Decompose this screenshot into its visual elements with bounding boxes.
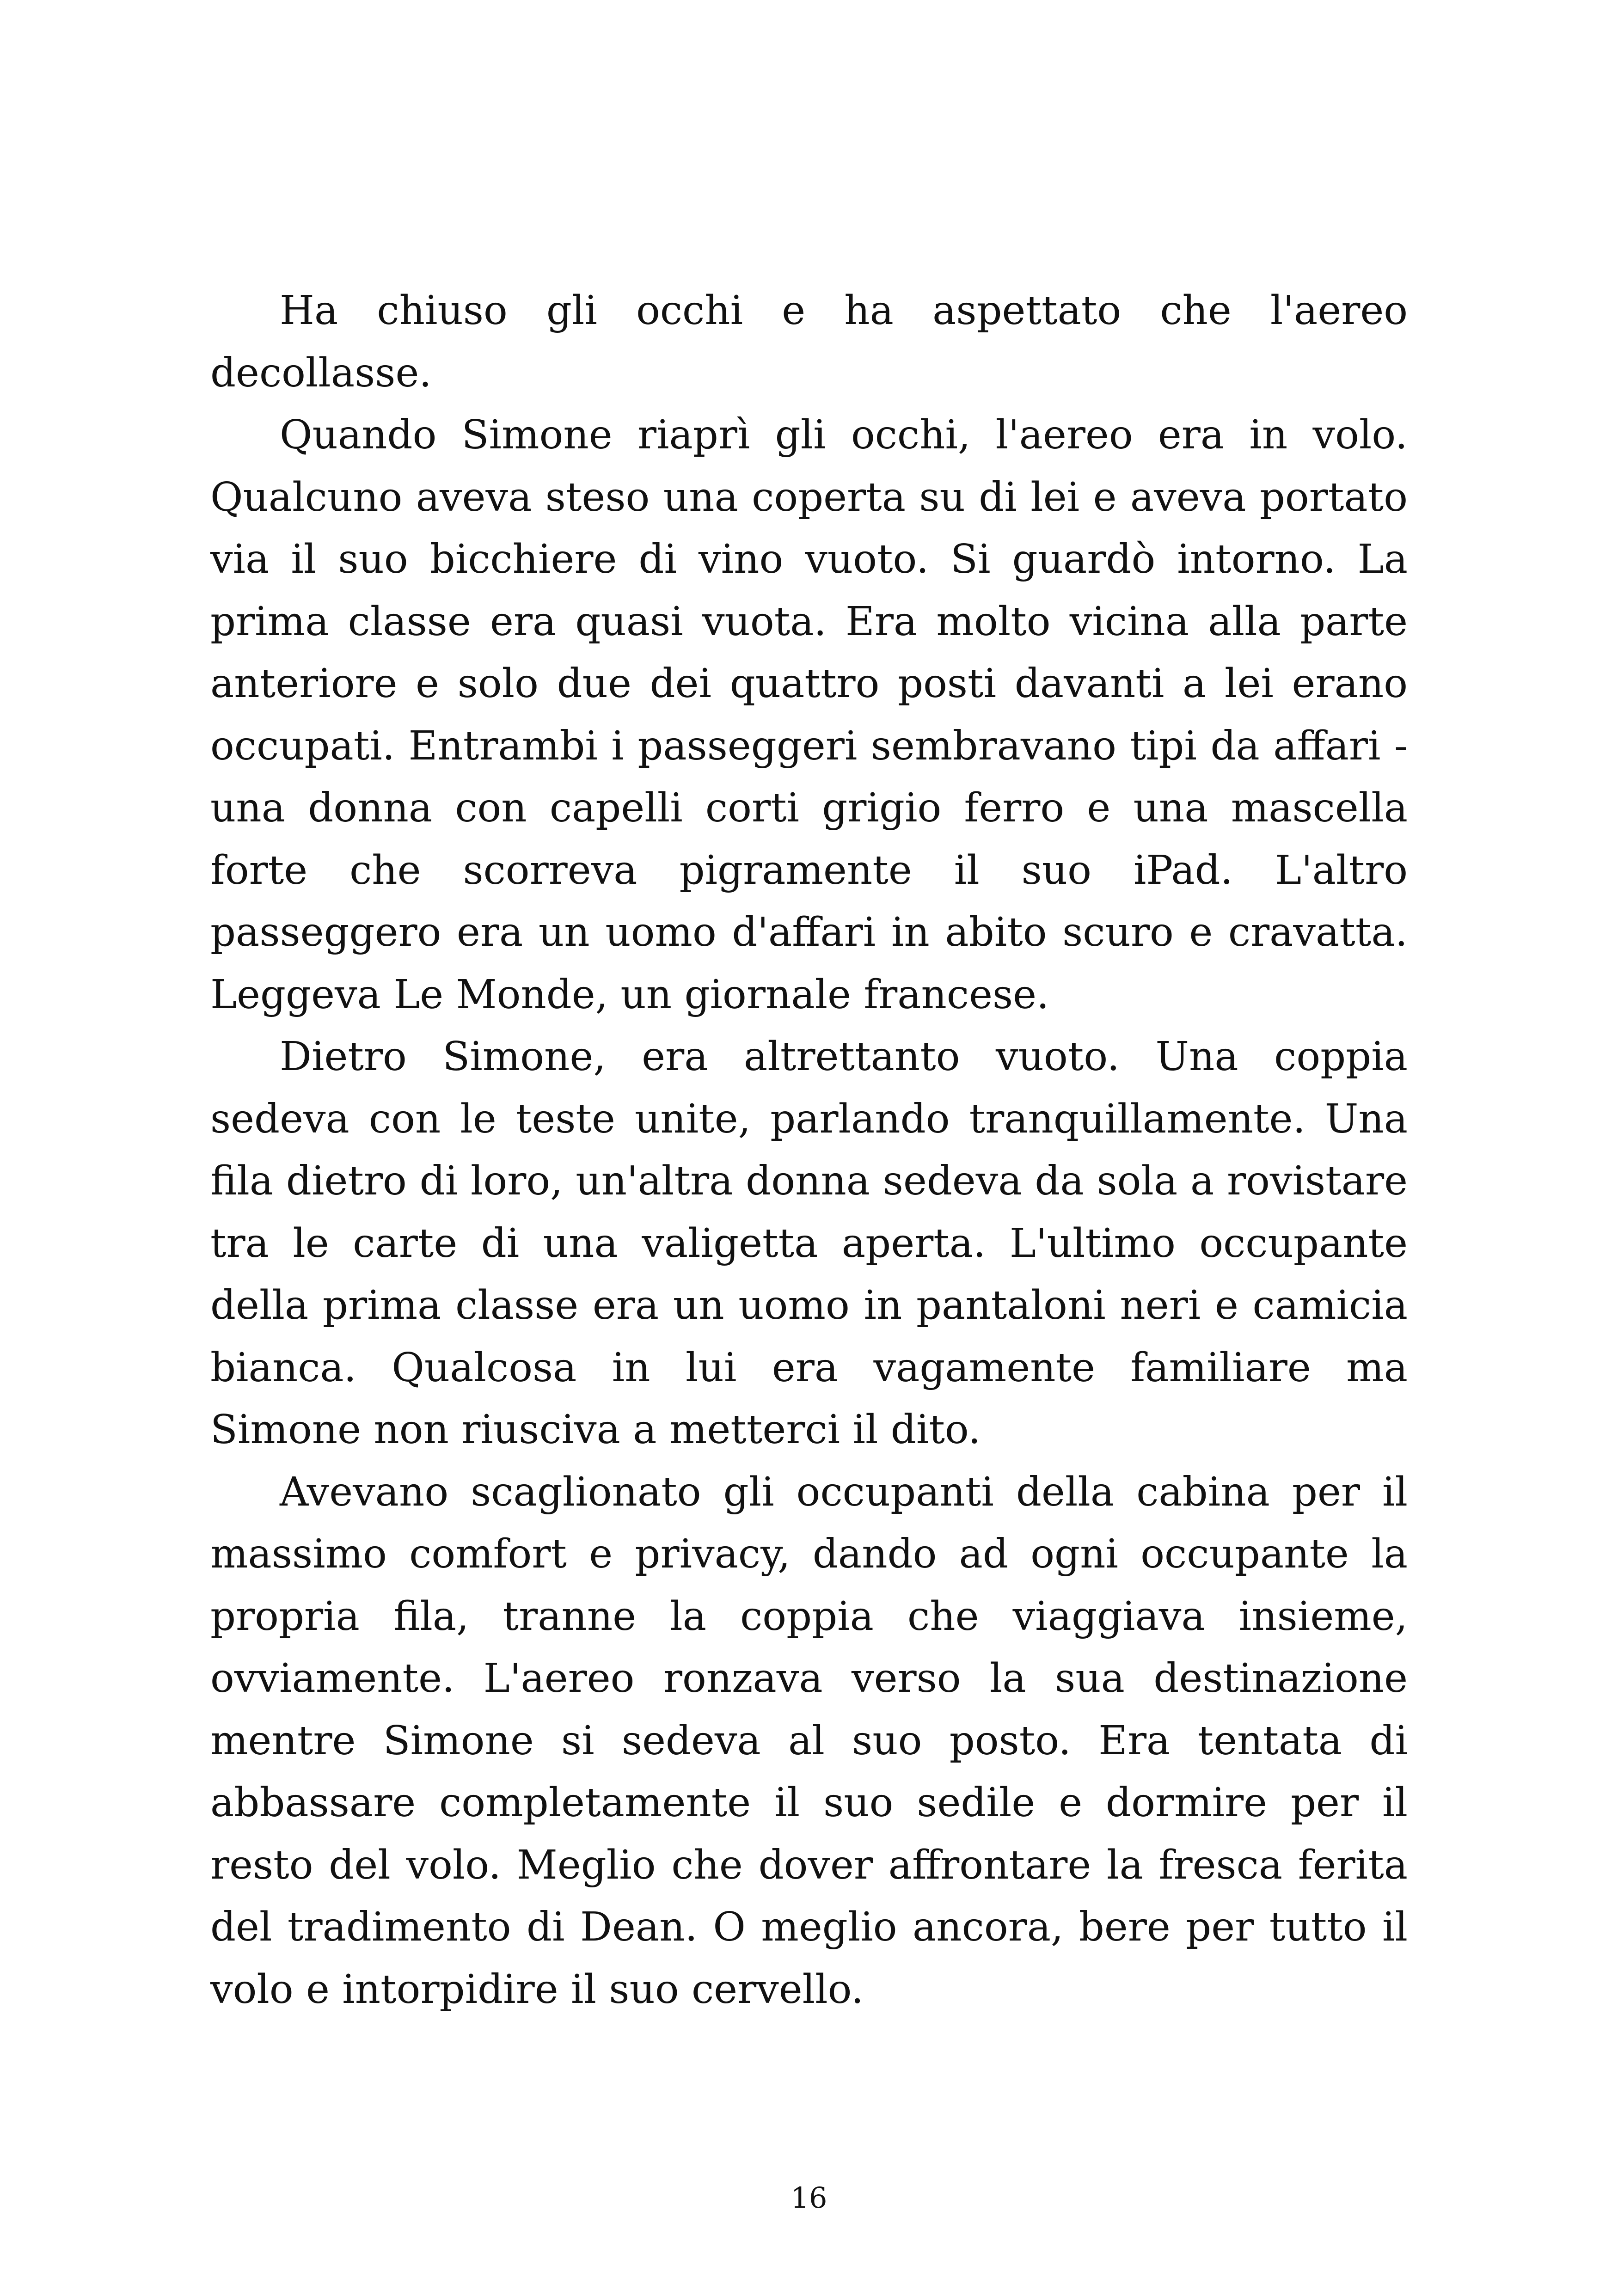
paragraph-2: Quando Simone riaprì gli occhi, l'aereo era in volo. Qualcuno aveva steso una coperta su di lei e aveva portato via il suo bicchiere di vino vuoto. Si guardò intorno. La prima classe era quasi vuota. Era molto vicina alla parte anteriore e solo due dei quattro posti davanti a lei erano occupati. Entrambi i passeggeri sembravano tipi da affari - una donna con capelli corti grigio ferro e una mascella forte che scorreva pigramente il suo iPad. L'altro passeggero era un uomo d'affari in abito scuro e cravatta. Leggeva Le Monde, un giornale francese. <box>210 412 1408 1018</box>
body-text <box>210 280 1408 2020</box>
page-number: 16 <box>791 2181 827 2215</box>
paragraph-1: Ha chiuso gli occhi e ha aspettato che l'aereo decollasse. <box>210 288 1408 396</box>
paragraph-4: Avevano scaglionato gli occupanti della cabina per il massimo comfort e privacy, dando ad ogni occupante la propria fila, tranne la coppia che viaggiava insieme, ovviamente. L'aereo ronzava verso la sua destinazione mentre Simone si sedeva al suo posto. Era tentata di abbassare completamente il suo sedile e dormire per il resto del volo. Meglio che dover affrontare la fresca ferita del tradimento di Dean. O meglio ancora, bere per tutto il volo e intorpidire il suo cervello. <box>210 1469 1408 2013</box>
paragraph-3: Dietro Simone, era altrettanto vuoto. Una coppia sedeva con le teste unite, parlando tranquillamente. Una fila dietro di loro, un'altra donna sedeva da sola a rovistare tra le carte di una valigetta aperta. L'ultimo occupante della prima classe era un uomo in pantaloni neri e camicia bianca. Qualcosa in lui era vagamente familiare ma Simone non riusciva a metterci il dito. <box>210 1034 1408 1453</box>
